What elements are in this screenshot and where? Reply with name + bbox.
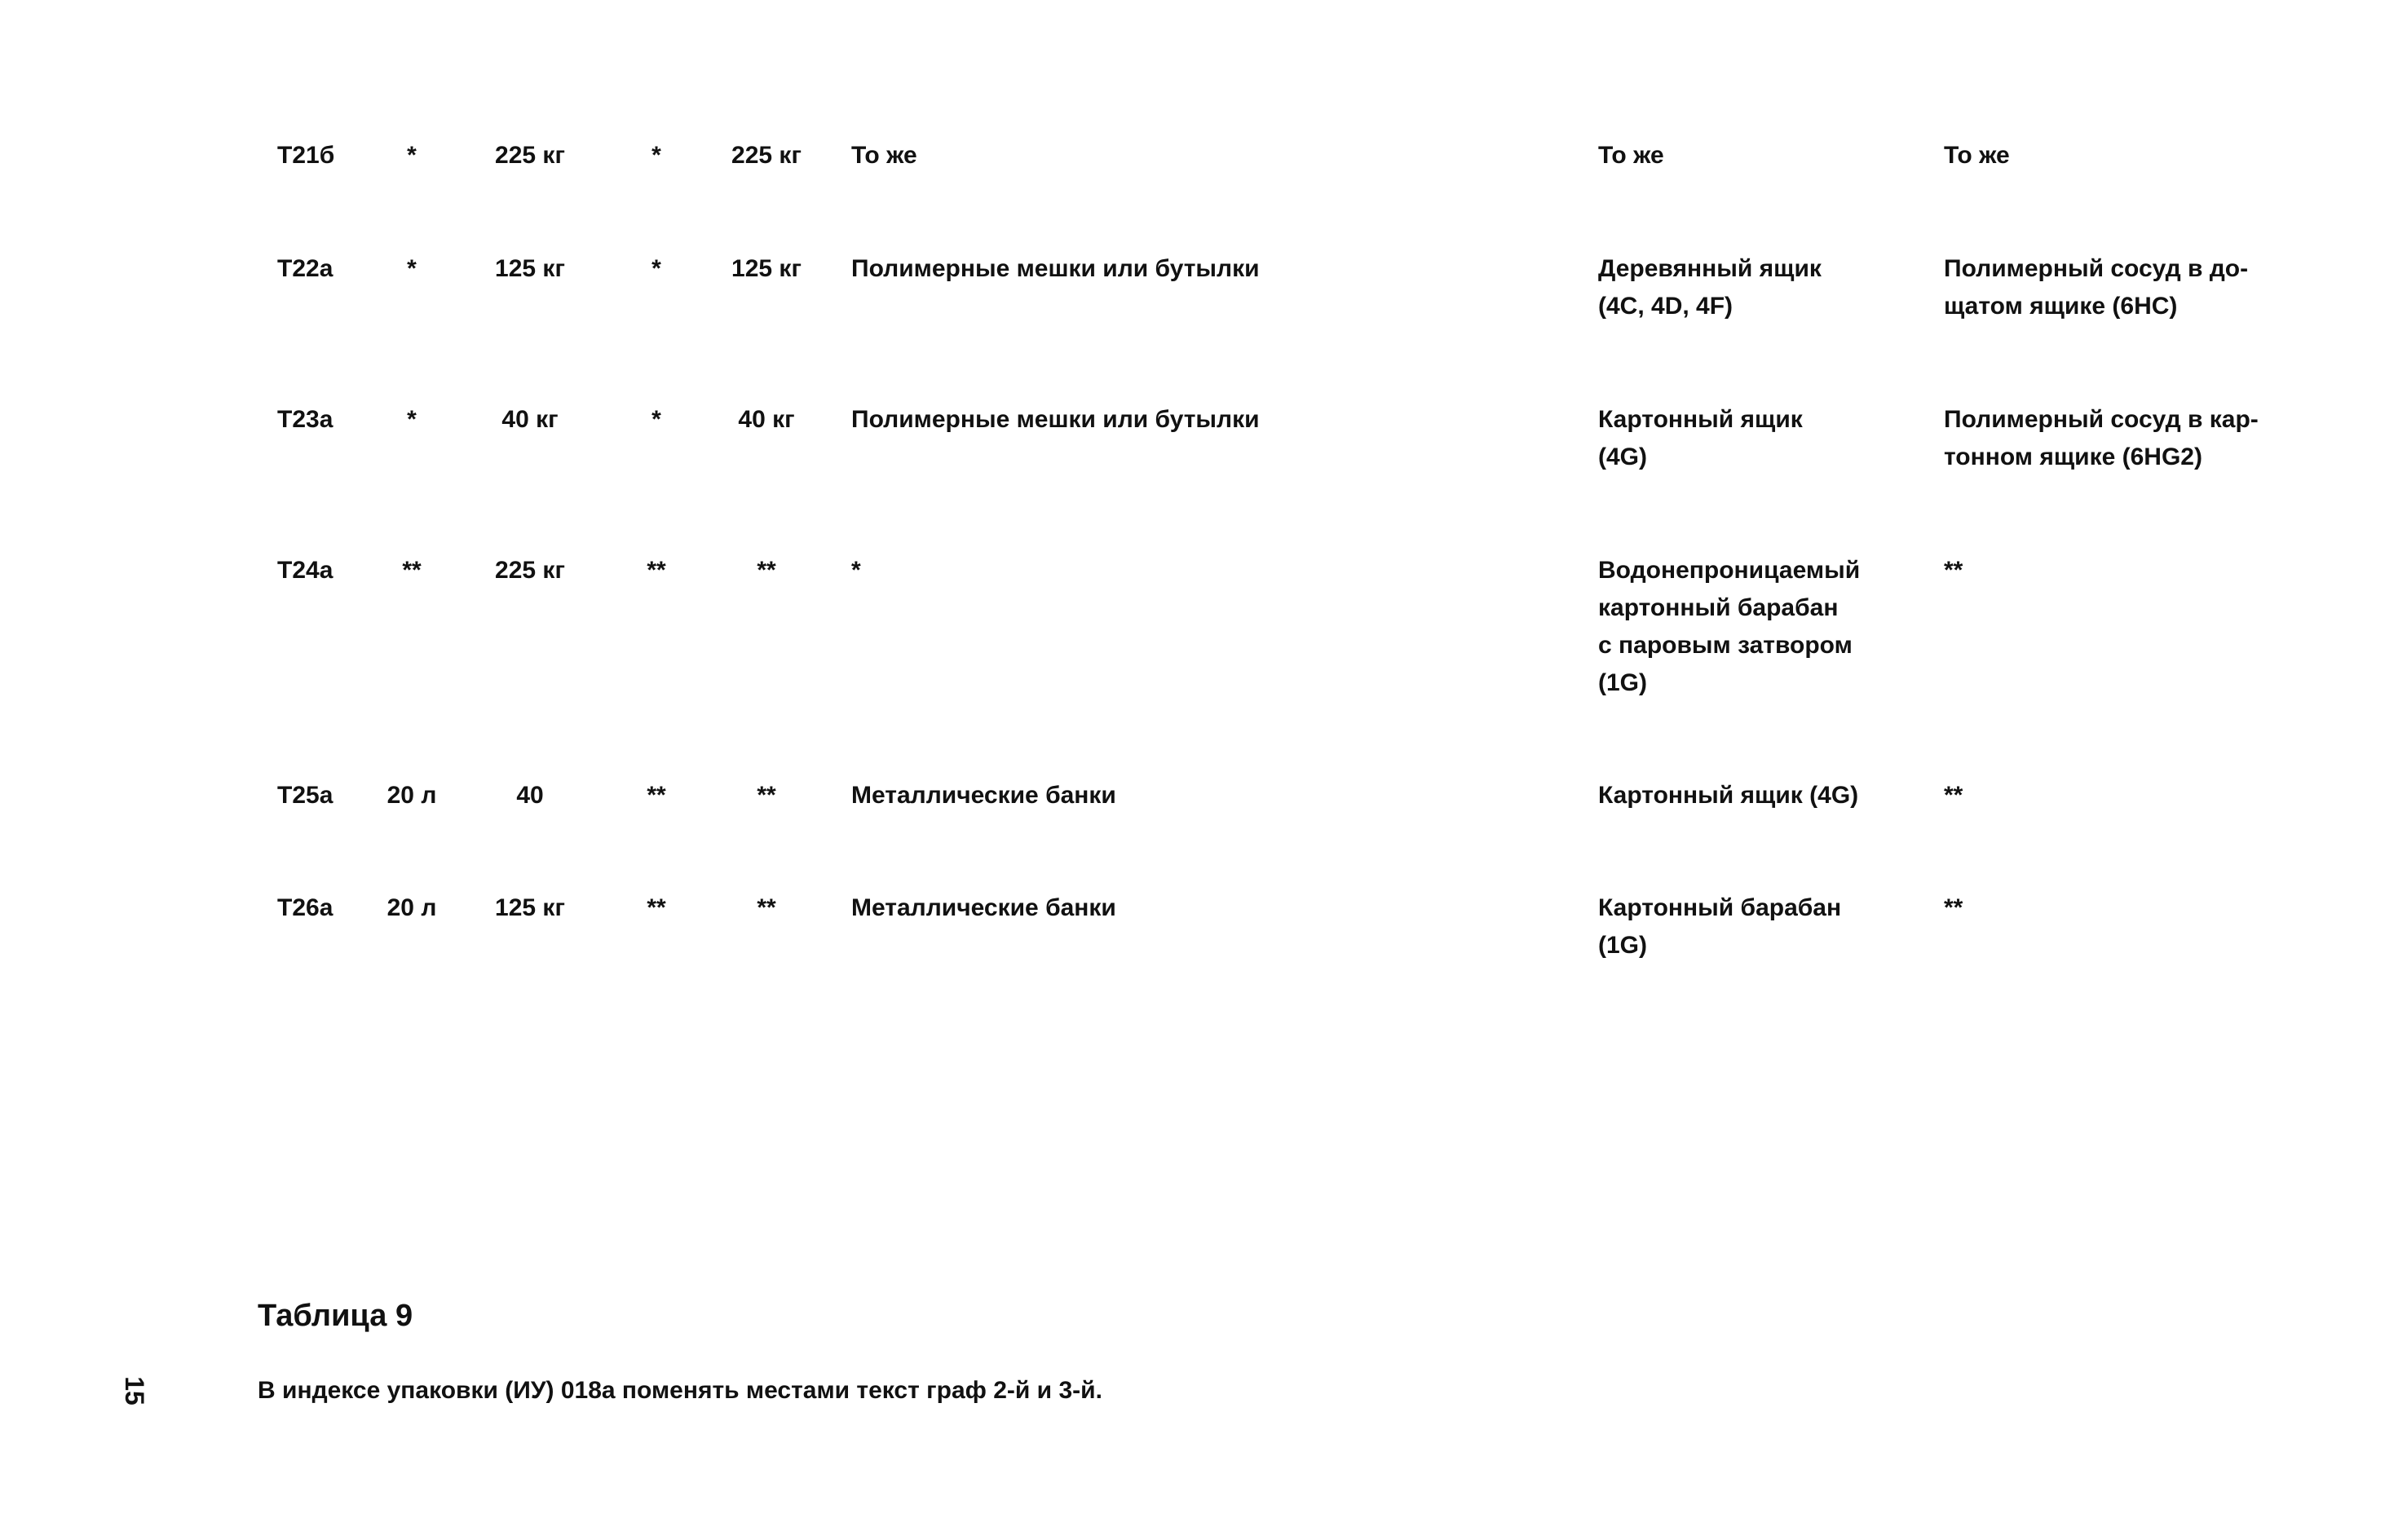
row-col3: 125 кг	[495, 255, 565, 282]
row-col7: Картонный ящик (4G)	[1598, 782, 1859, 809]
row-col7: Водонепроницаемый картонный барабан с паровым затвором (1G)	[1598, 557, 1861, 696]
row-code: Т25а	[277, 782, 333, 809]
row-col7: То же	[1598, 142, 1664, 169]
row-col2: 20 л	[386, 782, 437, 809]
row-code: Т24а	[277, 557, 333, 584]
row-col3: 125 кг	[495, 894, 565, 921]
row-col2: *	[407, 142, 417, 169]
row-col4: *	[651, 406, 661, 433]
row-col4: *	[651, 255, 661, 282]
row-col8: Полимерный сосуд в до- щатом ящике (6НС)	[1944, 255, 2249, 320]
row-col6: Полимерные мешки или бутылки	[851, 406, 1260, 433]
row-col6: Металлические банки	[851, 894, 1116, 921]
row-col6: *	[851, 557, 861, 584]
page-number: 15	[120, 1376, 149, 1405]
row-col5: **	[757, 557, 776, 584]
row-col3: 40 кг	[501, 406, 559, 433]
row-code: Т21б	[277, 142, 335, 169]
row-col8: **	[1944, 782, 1963, 809]
row-col3: 225 кг	[495, 557, 565, 584]
row-col8: **	[1944, 557, 1963, 584]
row-col4: **	[647, 782, 666, 809]
row-col5: **	[757, 782, 776, 809]
row-code: Т22а	[277, 255, 333, 282]
row-col7: Деревянный ящик (4С, 4D, 4F)	[1598, 255, 1822, 320]
row-col6: Металлические банки	[851, 782, 1116, 809]
row-col6: То же	[851, 142, 917, 169]
row-col2: *	[407, 406, 417, 433]
row-col5: **	[757, 894, 776, 921]
table-title: Таблица 9	[258, 1299, 413, 1333]
row-col5: 40 кг	[738, 406, 795, 433]
row-col7: Картонный ящик (4G)	[1598, 406, 1803, 470]
row-col8: **	[1944, 894, 1963, 921]
row-col3: 40	[516, 782, 544, 809]
row-col2: 20 л	[386, 894, 437, 921]
row-col7: Картонный барабан (1G)	[1598, 894, 1842, 959]
row-col8: Полимерный сосуд в кар- тонном ящике (6HG2)	[1944, 406, 2259, 470]
row-col4: **	[647, 894, 666, 921]
table-note: В индексе упаковки (ИУ) 018а поменять местами текст граф 2-й и 3-й.	[258, 1377, 1102, 1404]
row-col3: 225 кг	[495, 142, 565, 169]
row-code: Т26а	[277, 894, 333, 921]
row-col2: **	[402, 557, 422, 584]
row-col8: То же	[1944, 142, 2010, 169]
row-col6: Полимерные мешки или бутылки	[851, 255, 1260, 282]
row-col4: **	[647, 557, 666, 584]
row-col2: *	[407, 255, 417, 282]
row-col5: 125 кг	[731, 255, 802, 282]
row-col4: *	[651, 142, 661, 169]
row-code: Т23а	[277, 406, 333, 433]
row-col5: 225 кг	[731, 142, 802, 169]
